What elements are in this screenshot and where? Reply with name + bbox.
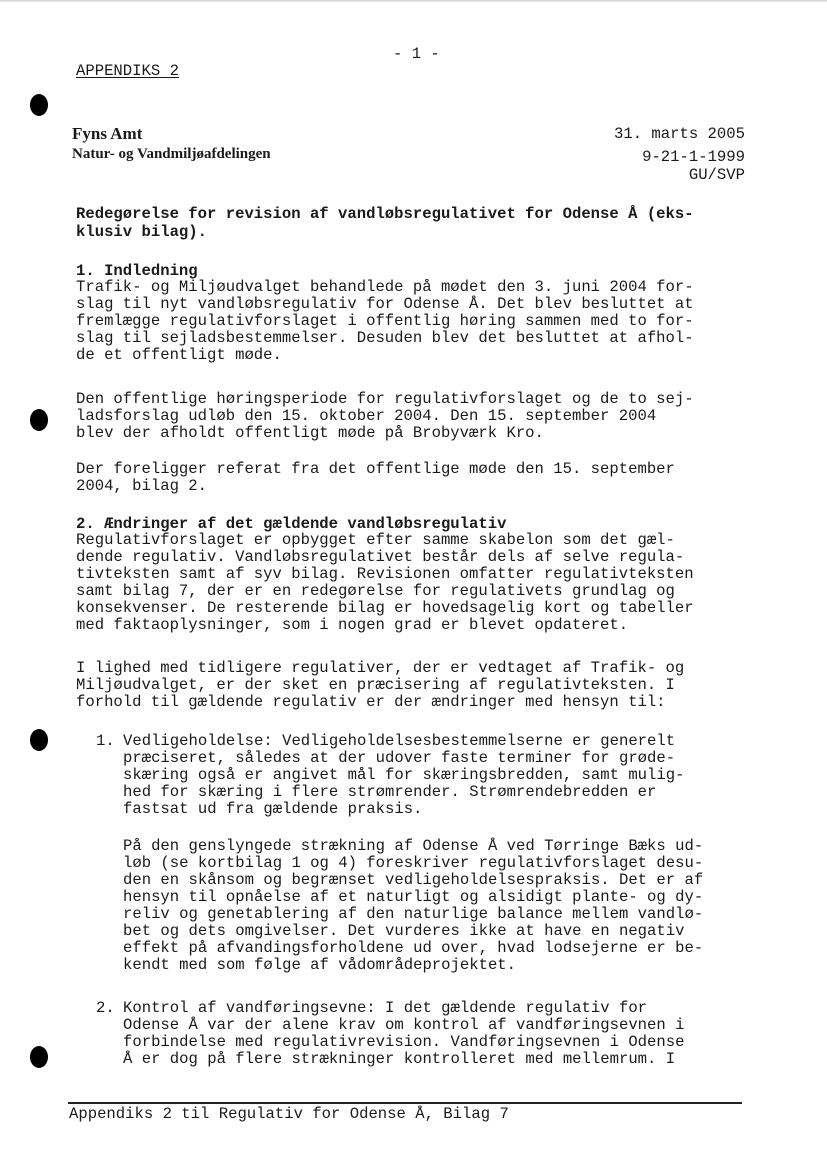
section-1-paragraph-3 (76, 461, 675, 495)
doc-date: 31. marts 2005 (613, 125, 745, 143)
text-line: kendt med som følge af vådområdeprojektet. (123, 956, 517, 974)
text-line: konsekvenser. De resterende bilag er hovedsagelig kort og tabeller (76, 599, 694, 617)
text-line: forbindelse med regulativrevision. Vandføringsevnen i Odense (123, 1033, 685, 1051)
text-line: hensyn til opnåelse af et naturligt og alsidigt plante- og dy- (123, 888, 704, 906)
list-item-2-number: 2. (96, 999, 115, 1017)
section-1-paragraph-2 (76, 391, 694, 442)
text-line: den en skånsom og begrænset vedligeholdelsespraksis. Det er af (123, 871, 704, 889)
text-line: blev der afholdt offentligt møde på Brobyværk Kro. (76, 424, 544, 442)
scan-top-edge (0, 0, 827, 3)
punch-hole-icon (30, 94, 48, 116)
text-line: Regulativforslaget er opbygget efter samme skabelon som det gæl- (76, 531, 675, 549)
doc-initials: GU/SVP (688, 166, 745, 184)
section-2-paragraph-1 (76, 532, 694, 634)
punch-hole-icon (30, 1046, 48, 1068)
text-line: Der foreligger referat fra det offentlige møde den 15. september (76, 460, 675, 478)
page-number: - 1 - (393, 45, 440, 63)
text-line: samt bilag 7, der er en redegørelse for regulativets grundlag og (76, 582, 675, 600)
dept-name: Natur- og Vandmiljøafdelingen (72, 146, 271, 162)
punch-hole-icon (30, 409, 48, 431)
section-2-paragraph-2 (76, 660, 684, 711)
section-1-paragraph-1 (76, 279, 694, 364)
text-line: reliv og genetablering af den naturlige balance mellem vandlø- (123, 905, 704, 923)
text-line: fastsat ud fra gældende praksis. (123, 800, 423, 818)
text-line: Trafik- og Miljøudvalget behandlede på mødet den 3. juni 2004 for- (76, 278, 694, 296)
text-line: Den offentlige høringsperiode for regulativforslaget og de to sej- (76, 390, 694, 408)
org-name: Fyns Amt (72, 124, 143, 143)
text-line: løb (se kortbilag 1 og 4) foreskriver regulativforslaget desu- (123, 854, 704, 872)
footer-divider (68, 1102, 742, 1104)
list-item-2-text (123, 1000, 684, 1068)
text-line: slag til sejladsbestemmelser. Desuden blev det besluttet at afhol- (76, 329, 694, 347)
text-line: På den genslyngede strækning af Odense Å ved Tørringe Bæks ud- (123, 837, 704, 855)
text-line: dende regulativ. Vandløbsregulativet består dels af selve regula- (76, 548, 685, 566)
doc-title-line-1: Redegørelse for revision af vandløbsregulativet for Odense Å (eks- (76, 205, 694, 223)
text-line: I lighed med tidligere regulativer, der er vedtaget af Trafik- og (76, 659, 685, 677)
text-line: skæring også er angivet mål for skæringsbredden, samt mulig- (123, 766, 685, 784)
text-line: Miljøudvalget, er der sket en præcisering af regulativteksten. I (76, 676, 675, 694)
list-item-1-text (123, 733, 684, 818)
text-line: hed for skæring i flere strømrender. Strømrendebredden er (123, 783, 657, 801)
text-line: fremlægge regulativforslaget i offentlig høring sammen med to for- (76, 312, 694, 330)
section-2-heading: 2. Ændringer af det gældende vandløbsregulativ (76, 515, 507, 533)
footer-text: Appendiks 2 til Regulativ for Odense Å, Bilag 7 (69, 1105, 509, 1123)
appendix-label: APPENDIKS 2 (76, 62, 179, 80)
text-line: Å er dog på flere strækninger kontrolleret med mellemrum. I (123, 1050, 676, 1068)
text-line: bet og dets omgivelser. Det vurderes ikke at have en negativ (123, 922, 685, 940)
text-line: Kontrol af vandføringsevne: I det gældende regulativ for (123, 999, 648, 1017)
text-line: slag til nyt vandløbsregulativ for Odense Å. Det blev besluttet at (76, 295, 694, 313)
text-line: med faktaoplysninger, som i nogen grad er blevet opdateret. (76, 616, 629, 634)
doc-title-line-2: klusiv bilag). (76, 223, 208, 241)
text-line: forhold til gældende regulativ er der ændringer med hensyn til: (76, 693, 666, 711)
text-line: 2004, bilag 2. (76, 477, 208, 495)
text-line: præciseret, således at der udover faste terminer for grøde- (123, 749, 676, 767)
text-line: effekt på afvandingsforholdene ud over, hvad lodsejerne er be- (123, 939, 704, 957)
doc-reference: 9-21-1-1999 (642, 148, 745, 166)
list-item-1-number: 1. (96, 732, 115, 750)
text-line: ladsforslag udløb den 15. oktober 2004. Den 15. september 2004 (76, 407, 657, 425)
text-line: de et offentligt møde. (76, 346, 282, 364)
text-line: Odense Å var der alene krav om kontrol af vandføringsevnen i (123, 1016, 685, 1034)
list-item-1-subparagraph (123, 838, 703, 974)
punch-hole-icon (30, 729, 48, 751)
text-line: Vedligeholdelse: Vedligeholdelsesbestemmelserne er generelt (123, 732, 676, 750)
section-1-heading: 1. Indledning (76, 262, 198, 280)
text-line: tivteksten samt af syv bilag. Revisionen omfatter regulativteksten (76, 565, 694, 583)
